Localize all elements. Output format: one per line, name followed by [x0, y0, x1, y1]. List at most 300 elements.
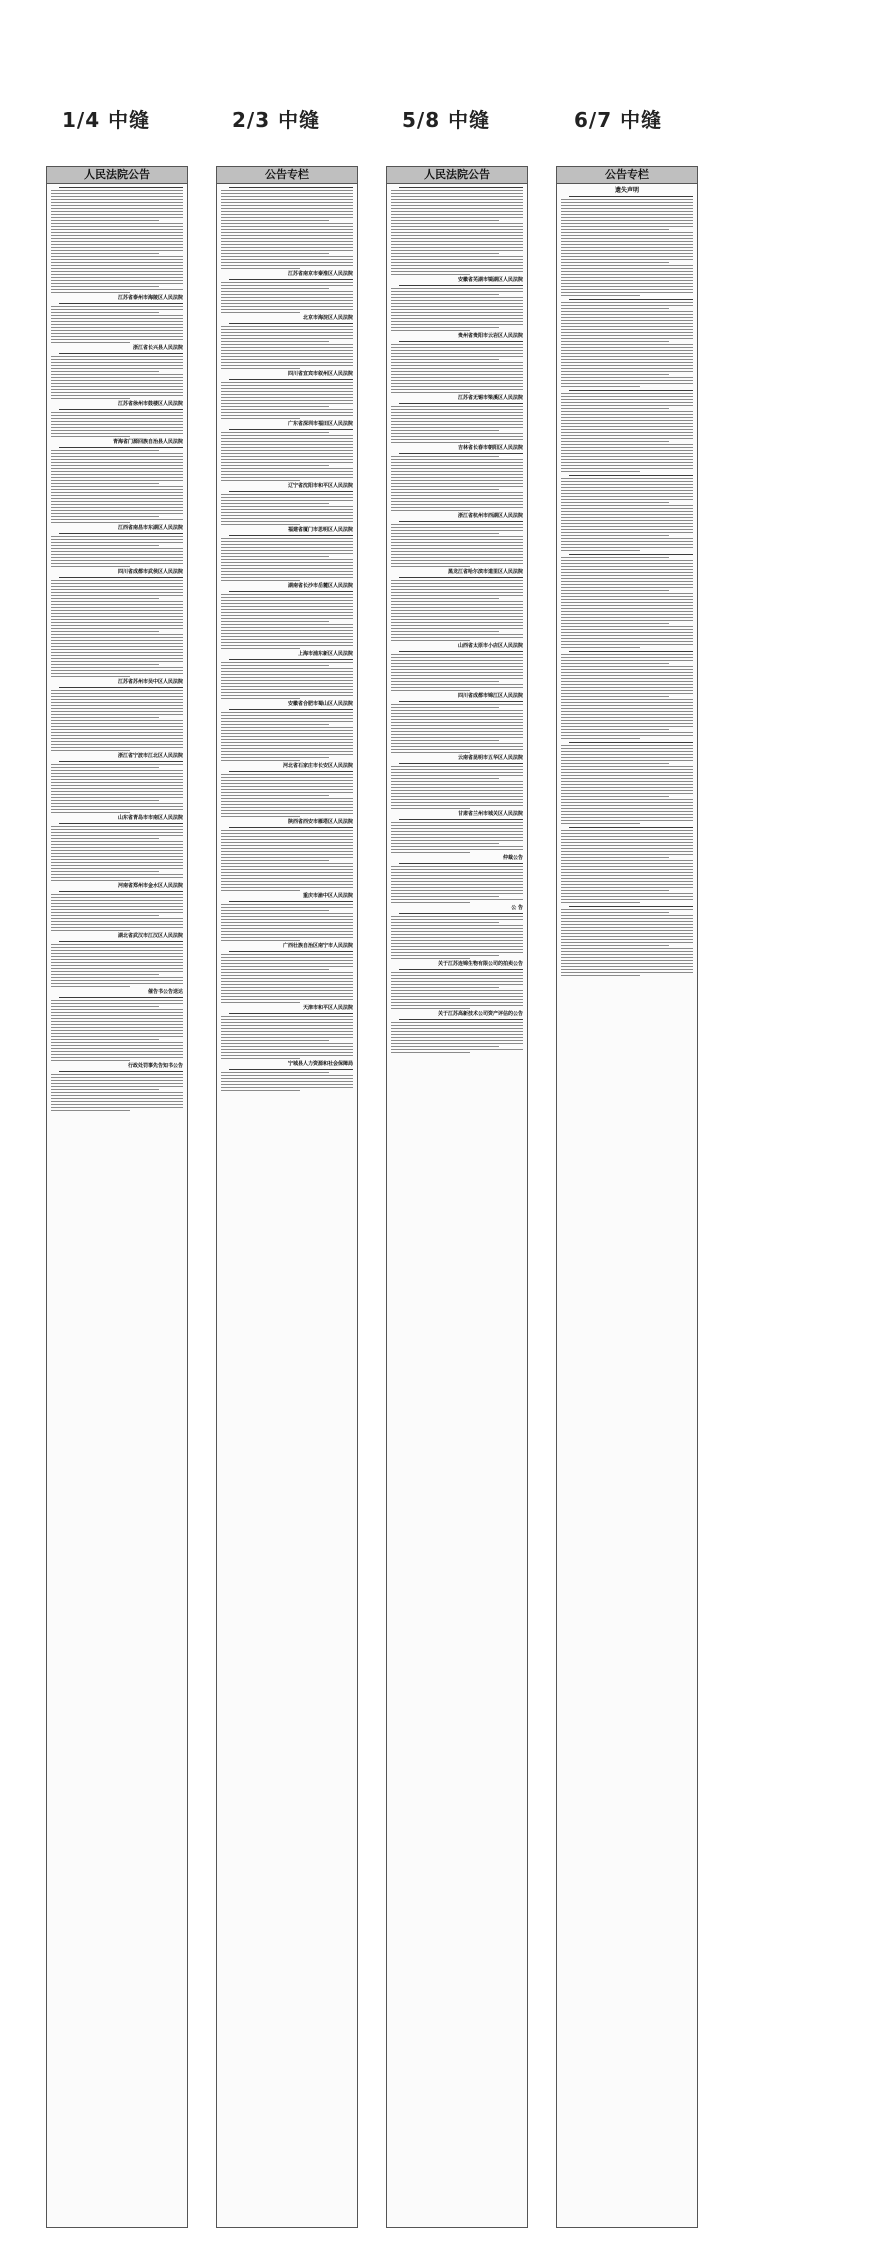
column-1-4 — [46, 166, 188, 2228]
text-line — [569, 196, 693, 197]
text-line — [221, 606, 353, 607]
text-line — [561, 329, 693, 330]
text-line — [51, 711, 183, 712]
text-line — [51, 968, 183, 969]
text-line — [51, 365, 183, 366]
text-line — [569, 906, 693, 907]
text-line — [51, 726, 183, 727]
text-line — [561, 481, 693, 482]
text-line — [51, 844, 183, 845]
text-line — [221, 400, 353, 401]
text-line — [561, 951, 693, 952]
text-line — [221, 500, 353, 501]
text-line — [221, 1052, 353, 1053]
notice-text-lines — [221, 826, 353, 891]
text-line — [391, 247, 523, 248]
text-line — [51, 283, 183, 284]
text-line — [51, 539, 183, 540]
notice-block — [561, 741, 693, 824]
text-line — [391, 1022, 523, 1023]
text-line — [391, 220, 499, 221]
text-line — [391, 843, 499, 844]
text-line — [391, 324, 523, 325]
text-line — [51, 1104, 183, 1105]
text-line — [561, 432, 693, 433]
notice-text-lines — [51, 822, 183, 881]
column-6-7 — [556, 166, 698, 2228]
notice-text-lines — [221, 1012, 353, 1059]
text-line — [221, 362, 353, 363]
text-line — [391, 418, 523, 419]
text-line — [561, 311, 693, 312]
column-body — [47, 184, 187, 1115]
text-line — [391, 306, 523, 307]
text-line — [561, 899, 693, 900]
notice-text-lines — [51, 352, 183, 399]
text-line — [59, 687, 183, 688]
notice-title: 上海市浦东新区人民法院 — [297, 651, 353, 657]
column-header: 公告专栏 — [217, 167, 357, 184]
text-line — [221, 250, 353, 251]
text-line — [561, 247, 693, 248]
text-line — [51, 965, 183, 966]
text-line — [221, 309, 353, 310]
text-line — [561, 872, 693, 873]
text-line — [561, 860, 693, 861]
text-line — [391, 271, 523, 272]
text-line — [561, 796, 669, 797]
text-line — [51, 566, 130, 567]
text-line — [391, 592, 523, 593]
text-line — [221, 975, 353, 976]
text-line — [391, 931, 523, 932]
text-line — [391, 586, 523, 587]
text-line — [229, 771, 353, 772]
text-line — [221, 1081, 353, 1082]
text-line — [561, 405, 693, 406]
text-line — [221, 332, 353, 333]
text-line — [561, 256, 693, 257]
column-label-6-7: 6/7 中缝 — [574, 108, 663, 132]
text-line — [391, 769, 523, 770]
text-line — [51, 971, 183, 972]
text-line — [391, 955, 499, 956]
text-line — [391, 598, 499, 599]
text-line — [561, 505, 693, 506]
text-line — [391, 229, 523, 230]
text-line — [221, 509, 353, 510]
text-line — [51, 383, 183, 384]
text-line — [51, 959, 183, 960]
text-line — [561, 814, 693, 815]
text-line — [221, 226, 353, 227]
text-line — [229, 591, 353, 592]
text-line — [391, 710, 523, 711]
text-line — [561, 769, 693, 770]
text-line — [561, 890, 669, 891]
notice-text-lines — [561, 195, 693, 296]
text-line — [391, 318, 523, 319]
text-line — [561, 808, 693, 809]
text-line — [229, 379, 353, 380]
text-line — [51, 622, 183, 623]
text-line — [561, 833, 693, 834]
notice-block — [221, 943, 353, 1003]
text-line — [391, 987, 499, 988]
text-line — [561, 235, 693, 236]
text-line — [51, 947, 183, 948]
notice-text-lines — [391, 340, 523, 393]
text-line — [221, 777, 353, 778]
text-line — [51, 661, 183, 662]
text-line — [51, 241, 183, 242]
text-line — [391, 746, 523, 747]
text-line — [561, 493, 693, 494]
text-line — [51, 717, 159, 718]
text-line — [561, 945, 669, 946]
text-line — [391, 557, 523, 558]
text-line — [561, 690, 693, 691]
text-line — [561, 708, 693, 709]
text-line — [561, 830, 693, 831]
text-line — [221, 241, 353, 242]
text-line — [391, 362, 523, 363]
text-line — [229, 491, 353, 492]
text-line — [391, 975, 523, 976]
notice-title: 河北省石家庄市长安区人民法院 — [282, 763, 353, 769]
text-line — [221, 211, 353, 212]
text-line — [561, 802, 693, 803]
text-line — [399, 577, 523, 578]
text-line — [51, 522, 130, 523]
text-line — [51, 519, 183, 520]
text-line — [221, 972, 353, 973]
text-line — [51, 586, 183, 587]
text-line — [561, 851, 693, 852]
text-line — [221, 680, 353, 681]
text-line — [391, 660, 523, 661]
text-line — [561, 441, 669, 442]
text-line — [391, 669, 523, 670]
text-line — [391, 256, 523, 257]
text-line — [221, 335, 353, 336]
notice-block — [51, 679, 183, 751]
text-line — [221, 359, 353, 360]
text-line — [391, 217, 523, 218]
notice-block — [391, 445, 523, 511]
text-line — [561, 253, 693, 254]
text-line — [391, 589, 523, 590]
text-line — [561, 857, 669, 858]
text-line — [51, 767, 159, 768]
text-line — [391, 822, 523, 823]
text-line — [561, 641, 693, 642]
text-line — [561, 544, 693, 545]
text-line — [51, 809, 183, 810]
notice-block — [51, 933, 183, 987]
text-line — [51, 1107, 183, 1108]
text-line — [221, 845, 353, 846]
notice-text-lines — [51, 302, 183, 343]
text-line — [221, 568, 353, 569]
text-line — [399, 187, 523, 188]
text-line — [561, 484, 693, 485]
text-line — [51, 702, 183, 703]
text-line — [51, 847, 183, 848]
text-line — [51, 477, 183, 478]
text-line — [51, 545, 159, 546]
text-line — [391, 563, 523, 564]
notice-title: 江苏省泰州市海陵区人民法院 — [117, 295, 183, 301]
text-line — [399, 819, 523, 820]
text-line — [391, 628, 523, 629]
text-line — [221, 350, 353, 351]
text-line — [51, 601, 183, 602]
text-line — [561, 723, 693, 724]
text-line — [561, 778, 693, 779]
text-line — [391, 486, 523, 487]
notice-block — [221, 583, 353, 649]
text-line — [221, 878, 353, 879]
notice-block — [51, 1063, 183, 1111]
text-line — [561, 660, 693, 661]
text-line — [221, 512, 353, 513]
text-line — [391, 802, 523, 803]
text-line — [221, 639, 353, 640]
text-line — [51, 229, 183, 230]
text-line — [221, 1058, 300, 1059]
notice-block — [51, 295, 183, 343]
text-line — [51, 980, 183, 981]
text-line — [221, 848, 353, 849]
text-line — [391, 291, 523, 292]
notice-title: 青海省门源回族自治县人民法院 — [112, 439, 183, 445]
text-line — [391, 303, 523, 304]
text-line — [51, 453, 183, 454]
text-line — [391, 436, 523, 437]
text-line — [391, 465, 523, 466]
text-line — [221, 1087, 353, 1088]
notice-text-lines — [51, 1070, 183, 1111]
text-line — [229, 429, 353, 430]
text-line — [391, 430, 499, 431]
text-line — [561, 930, 693, 931]
text-line — [561, 535, 669, 536]
text-line — [51, 983, 183, 984]
text-line — [51, 794, 183, 795]
notice-block — [391, 186, 523, 275]
text-line — [221, 863, 353, 864]
text-line — [221, 1090, 300, 1091]
text-line — [399, 701, 523, 702]
text-line — [391, 684, 523, 685]
text-line — [51, 238, 183, 239]
text-line — [51, 646, 183, 647]
notice-block — [221, 421, 353, 481]
text-line — [229, 901, 353, 902]
text-line — [561, 426, 693, 427]
text-line — [51, 1080, 183, 1081]
text-line — [221, 919, 353, 920]
text-line — [51, 223, 183, 224]
text-line — [221, 633, 353, 634]
text-line — [391, 893, 523, 894]
text-line — [51, 779, 183, 780]
text-line — [51, 595, 183, 596]
text-line — [221, 916, 353, 917]
text-line — [221, 312, 300, 313]
text-line — [51, 450, 159, 451]
text-line — [391, 731, 523, 732]
text-line — [391, 831, 523, 832]
text-line — [561, 969, 693, 970]
text-line — [51, 838, 159, 839]
notice-title: 浙江省长兴县人民法院 — [132, 345, 183, 351]
text-line — [391, 214, 523, 215]
notice-text-lines — [391, 520, 523, 567]
text-line — [221, 783, 353, 784]
text-line — [221, 262, 353, 263]
text-line — [561, 320, 693, 321]
text-line — [51, 583, 183, 584]
text-line — [51, 412, 183, 413]
text-line — [51, 386, 183, 387]
text-line — [221, 630, 353, 631]
text-line — [221, 232, 353, 233]
notice-text-lines — [51, 760, 183, 813]
text-line — [51, 773, 183, 774]
text-line — [561, 711, 693, 712]
notice-block — [391, 905, 523, 959]
text-line — [399, 863, 523, 864]
text-line — [221, 887, 353, 888]
notice-title: 山西省太原市小店区人民法院 — [457, 643, 523, 649]
notice-title: 浙江省宁波市江北区人民法院 — [117, 753, 183, 759]
text-line — [391, 205, 523, 206]
text-line — [561, 763, 669, 764]
text-line — [561, 438, 693, 439]
text-line — [221, 403, 353, 404]
text-line — [391, 274, 470, 275]
notice-text-lines — [561, 741, 693, 824]
notice-block — [221, 701, 353, 761]
text-line — [561, 896, 693, 897]
text-line — [51, 1092, 183, 1093]
notice-title: 行政处罚事先告知书公告 — [127, 1063, 183, 1069]
notice-block — [561, 474, 693, 551]
text-line — [51, 232, 183, 233]
text-line — [391, 566, 470, 567]
text-line — [229, 187, 353, 188]
text-line — [561, 396, 693, 397]
text-line — [51, 1027, 183, 1028]
text-line — [391, 749, 523, 750]
notice-title: 四川省成都市武侯区人民法院 — [117, 569, 183, 575]
text-line — [391, 474, 523, 475]
text-line — [221, 453, 353, 454]
text-line — [229, 709, 353, 710]
text-line — [391, 869, 523, 870]
text-line — [561, 335, 693, 336]
text-line — [561, 362, 693, 363]
text-line — [221, 730, 353, 731]
text-line — [51, 1057, 183, 1058]
text-line — [51, 504, 183, 505]
text-line — [561, 447, 693, 448]
text-line — [391, 766, 523, 767]
text-line — [391, 504, 523, 505]
text-line — [391, 471, 523, 472]
text-line — [221, 792, 353, 793]
text-line — [221, 297, 353, 298]
text-line — [561, 502, 669, 503]
text-line — [51, 835, 183, 836]
text-line — [51, 770, 183, 771]
text-line — [221, 804, 353, 805]
text-line — [221, 807, 353, 808]
text-line — [561, 547, 693, 548]
text-line — [561, 344, 693, 345]
text-line — [51, 205, 183, 206]
text-line — [221, 559, 353, 560]
text-line — [221, 447, 353, 448]
text-line — [221, 1040, 329, 1041]
text-line — [561, 229, 669, 230]
text-line — [51, 673, 183, 674]
notice-text-lines — [51, 890, 183, 931]
text-line — [221, 494, 353, 495]
text-line — [51, 247, 183, 248]
text-line — [391, 805, 523, 806]
text-line — [221, 683, 353, 684]
text-line — [391, 872, 523, 873]
text-line — [391, 784, 523, 785]
text-line — [221, 1075, 353, 1076]
text-line — [221, 966, 353, 967]
text-line — [51, 649, 183, 650]
notice-text-lines — [391, 862, 523, 903]
text-line — [391, 607, 523, 608]
text-line — [561, 314, 693, 315]
text-line — [561, 966, 693, 967]
notice-title: 仲裁公告 — [502, 855, 523, 861]
text-line — [391, 622, 523, 623]
text-line — [51, 906, 183, 907]
text-line — [221, 603, 353, 604]
text-line — [221, 875, 353, 876]
notice-block — [221, 819, 353, 891]
text-line — [561, 726, 693, 727]
text-line — [51, 1054, 183, 1055]
text-line — [59, 303, 183, 304]
text-line — [391, 681, 499, 682]
text-line — [221, 238, 353, 239]
text-line — [51, 312, 159, 313]
text-line — [221, 718, 353, 719]
text-line — [221, 674, 353, 675]
text-line — [51, 542, 183, 543]
text-line — [51, 321, 183, 322]
text-line — [391, 687, 523, 688]
text-line — [391, 796, 523, 797]
text-line — [51, 880, 130, 881]
text-line — [51, 557, 183, 558]
text-line — [391, 495, 523, 496]
text-line — [51, 1036, 183, 1037]
text-line — [391, 483, 523, 484]
text-line — [221, 474, 353, 475]
text-line — [391, 834, 523, 835]
